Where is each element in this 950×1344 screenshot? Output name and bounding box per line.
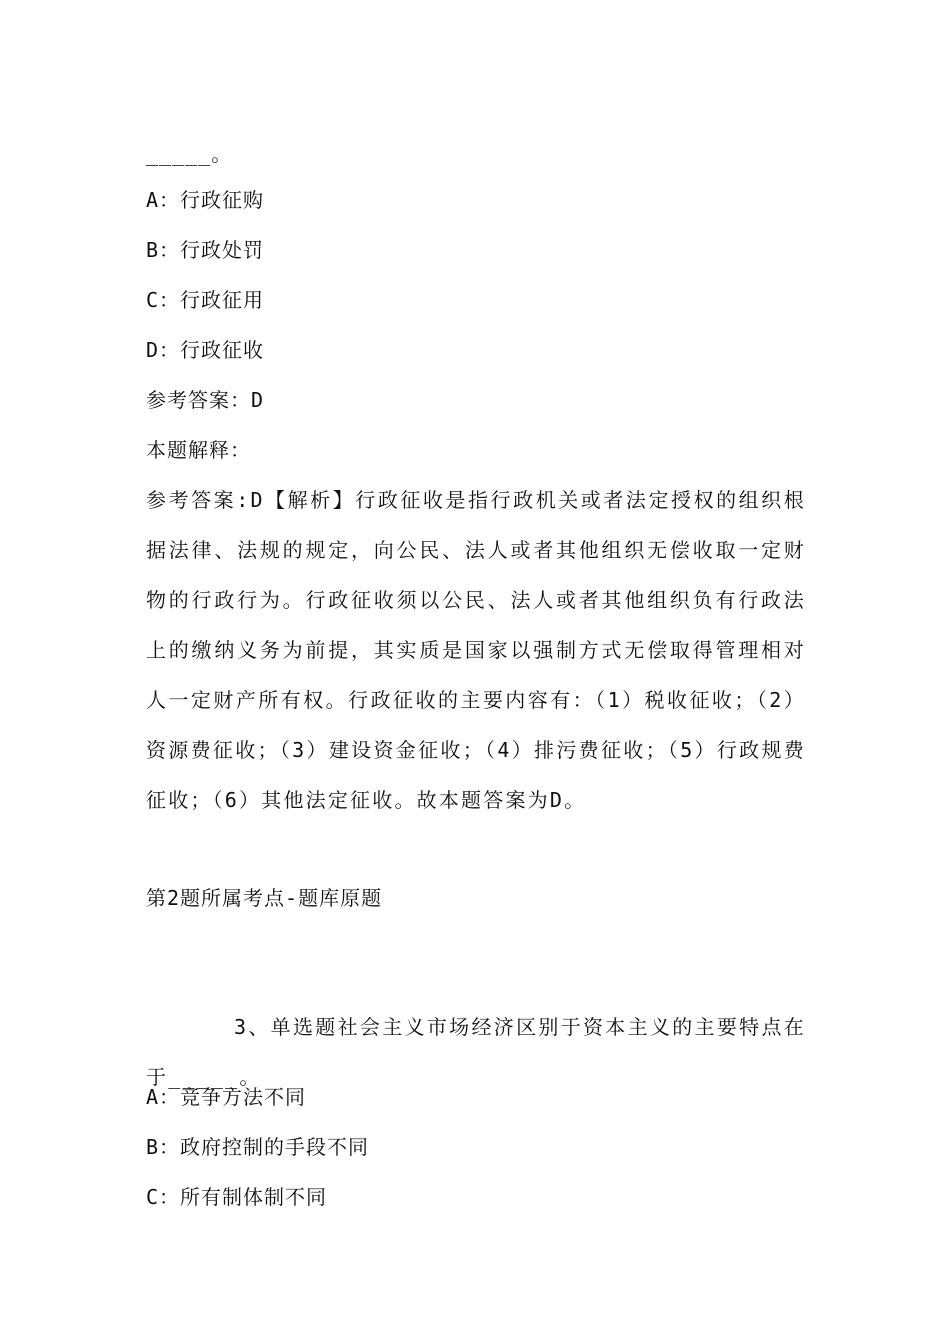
- option-c: C：行政征用: [146, 288, 265, 312]
- q3-option-a: A：竞争方法不同: [146, 1085, 307, 1109]
- question-3-stem: 3、单选题社会主义市场经济区别于资本主义的主要特点在于_____。: [146, 1015, 806, 1089]
- q3-option-c: C：所有制体制不同: [146, 1185, 328, 1209]
- option-d: D：行政征收: [146, 338, 265, 362]
- q3-option-b: B：政府控制的手段不同: [146, 1135, 370, 1159]
- explanation-heading: 本题解释：: [146, 438, 251, 462]
- topic-label: 第2题所属考点-题库原题: [146, 886, 383, 910]
- option-b: B：行政处罚: [146, 238, 265, 262]
- question-stem-tail: _____。: [146, 142, 233, 166]
- option-a: A：行政征购: [146, 188, 265, 212]
- explanation-text: 参考答案:D【解析】行政征收是指行政机关或者法定授权的组织根据法律、法规的规定，向公民、法人或者其他组织无偿收取一定财物的行政行为。行政征收须以公民、法人或者其他组织负有行政法上的缴纳义务为前提，其实质是国家以强制方式无偿取得管理相对人一定财产所有权。行政征收的主要内容有：（1）税收征收；（2）资源费征收；（3）建设资金征收；（4）排污费征收；（5）行政规费征收；（6）其他法定征收。故本题答案为D。: [146, 488, 806, 812]
- reference-answer: 参考答案：D: [146, 388, 265, 412]
